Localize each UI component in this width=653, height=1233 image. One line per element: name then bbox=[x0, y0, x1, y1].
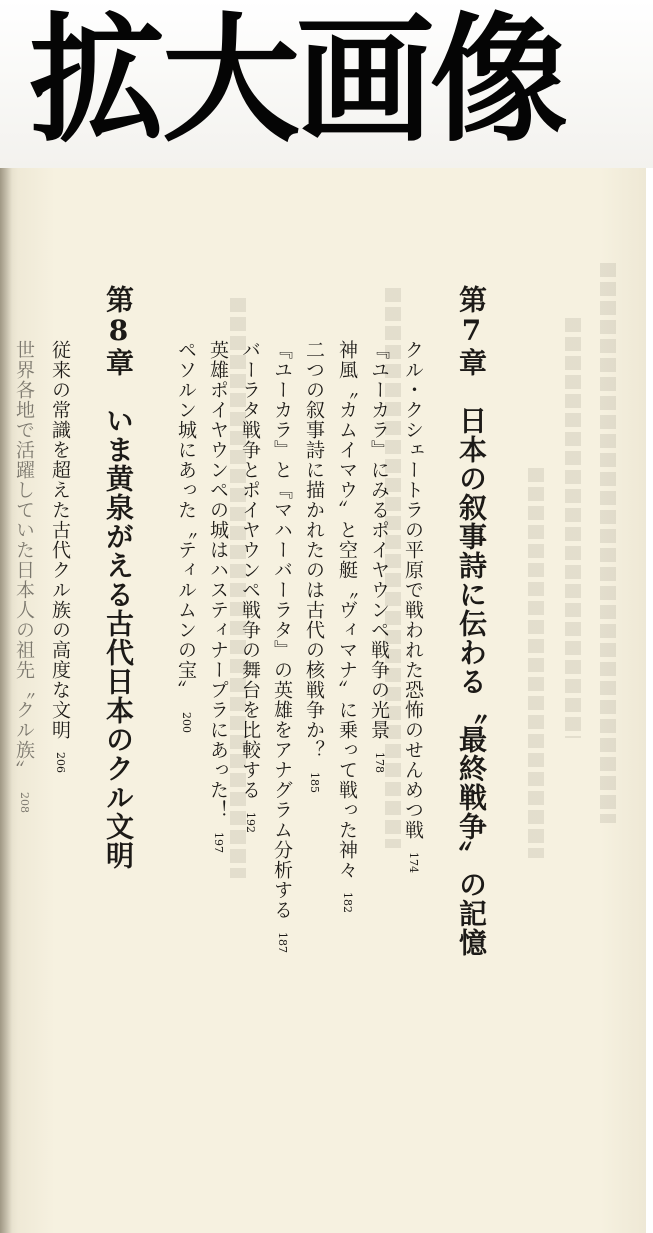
toc-entry[interactable] bbox=[403, 340, 422, 873]
toc-entry-page: 187 bbox=[276, 932, 289, 953]
toc-entry[interactable] bbox=[240, 340, 259, 833]
toc-entry[interactable] bbox=[176, 340, 195, 733]
toc-entry-page: 208 bbox=[18, 792, 31, 813]
toc-entry-title: 従来の常識を超えた古代クル族の高度な文明 bbox=[49, 340, 71, 740]
toc-entry[interactable] bbox=[14, 340, 33, 813]
toc-entry-page: 182 bbox=[341, 892, 354, 913]
show-through-text bbox=[565, 318, 581, 738]
toc-entry-title: ペソルン城にあった〝ティルムンの宝〟 bbox=[175, 340, 197, 700]
show-through-text bbox=[600, 263, 616, 823]
toc-entry[interactable] bbox=[272, 340, 291, 953]
toc-entry[interactable] bbox=[337, 340, 356, 913]
toc-entry-page: 206 bbox=[54, 752, 67, 773]
toc-entry[interactable] bbox=[208, 340, 227, 853]
toc-entry-title: 『ユーカラ』にみるポイヤウンペ戦争の光景 bbox=[368, 340, 390, 740]
toc-entry-page: 197 bbox=[212, 832, 225, 853]
toc-entry-title: 世界各地で活躍していた日本人の祖先〝クル族〟 bbox=[13, 340, 35, 780]
chapter8-heading: 第8章 いま黄泉がえる古代日本のクル文明 bbox=[102, 285, 135, 870]
toc-entry-page: 192 bbox=[244, 812, 257, 833]
show-through-text bbox=[528, 468, 544, 858]
toc-entry-page: 174 bbox=[407, 852, 420, 873]
page-fold-shadow bbox=[0, 168, 12, 1233]
banner-title: 拡大画像 bbox=[28, 0, 565, 161]
banner bbox=[0, 0, 653, 168]
toc-entry-title: 『ユーカラ』と『マハーバーラタ』の英雄をアナグラム分析する bbox=[271, 340, 293, 920]
page-edge bbox=[646, 168, 653, 1233]
toc-entry-page: 185 bbox=[308, 772, 321, 793]
toc-entry-title: 神風〝カムイマウ〟と空艇〝ヴィマナ〟に乗って戦った神々 bbox=[336, 340, 358, 880]
toc-entry-title: バーラタ戦争とポイヤウンペ戦争の舞台を比較する bbox=[239, 340, 261, 800]
chapter7-heading: 第7章 日本の叙事詩に伝わる〝最終戦争〟の記憶 bbox=[455, 285, 488, 957]
toc-entry[interactable] bbox=[50, 340, 69, 773]
toc-entry-title: 英雄ポイヤウンペの城はハスティナープラにあった！ bbox=[207, 340, 229, 820]
toc-entry[interactable] bbox=[369, 340, 388, 773]
book-page bbox=[0, 168, 646, 1233]
toc-entry[interactable] bbox=[304, 340, 323, 793]
toc-entry-page: 200 bbox=[180, 712, 193, 733]
toc-entry-title: クル・クシェートラの平原で戦われた恐怖のせんめつ戦 bbox=[402, 340, 424, 840]
toc-entry-page: 178 bbox=[373, 752, 386, 773]
toc-entry-title: 二つの叙事詩に描かれたのは古代の核戦争か？ bbox=[303, 340, 325, 760]
